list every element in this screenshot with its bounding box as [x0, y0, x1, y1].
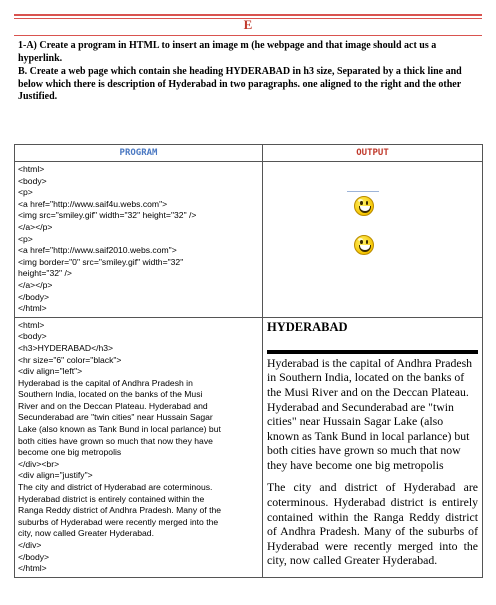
code-line: </html>: [18, 563, 47, 574]
code-line: Hyderabad district is entirely contained within the: [18, 493, 205, 504]
code-line: <img border="0" src="smiley.gif" width="32": [18, 256, 184, 267]
output-cell-1: [263, 162, 483, 318]
header-bottom-rule: [14, 35, 482, 36]
code-line: </body>: [18, 291, 50, 302]
code-line: The city and district of Hyderabad are coterminous.: [18, 482, 213, 493]
smiley-image-link-2[interactable]: [354, 235, 374, 255]
code-line: </a></p>: [18, 279, 53, 290]
output-images: [263, 162, 482, 298]
code-line: <img src="smiley.gif" width="32" height="32" />: [18, 210, 197, 221]
code-line: </a></p>: [18, 221, 53, 232]
code-line: <a href="http://www.saif2010.webs.com">: [18, 245, 177, 256]
code-line: </div>: [18, 540, 42, 550]
code-line: <html>: [18, 164, 45, 174]
thick-rule: [267, 350, 478, 354]
code-line: height="32" />: [18, 268, 72, 279]
code-line: Lake (also known as Tank Bund in local parlance) but: [18, 424, 221, 435]
question-a: 1-A) Create a program in HTML to insert an image m (he webpage and that image should act us a hyperlink.: [18, 40, 437, 64]
code-line: <p>: [18, 187, 33, 198]
code-line: <div align="justify">: [18, 470, 93, 481]
question-text: [18, 40, 482, 105]
paragraph-justified: The city and district of Hyderabad are coterminous. Hyderabad district is entirely contained within the Ranga Reddy district of Andhra Pradesh. Many of the suburbs of Hyderabad were recently merged into the city, now called Greater Hyderabad.: [267, 480, 478, 568]
code-line: </body>: [18, 551, 50, 562]
code-line: <body>: [18, 331, 47, 342]
code-line: become one big metropolis: [18, 447, 122, 458]
code-line: Hyderabad is the capital of Andhra Pradesh in: [18, 377, 193, 388]
code-line: both cities have grown so much that now they have: [18, 435, 213, 446]
code-line: <body>: [18, 175, 47, 186]
code-line: <h3>HYDERABAD</h3>: [18, 342, 114, 353]
code-line: city, now called Greater Hyderabad.: [18, 528, 154, 539]
code-line: </html>: [18, 303, 47, 314]
code-line: River and on the Deccan Plateau. Hyderabad and: [18, 400, 208, 411]
code-line: <p>: [18, 233, 33, 244]
code-block-1: [15, 162, 262, 317]
code-line: <html>: [18, 319, 45, 330]
output-cell-2: [263, 317, 483, 577]
code-line: </div><br>: [18, 458, 60, 469]
code-block-2: [15, 318, 262, 577]
hyderabad-output: [263, 318, 482, 568]
code-line: Secunderabad are "twin cities" near Hussain Sagar: [18, 412, 213, 423]
hyderabad-heading: HYDERABAD: [267, 319, 348, 334]
smiley-image-link-1[interactable]: [354, 196, 374, 216]
program-column-header: PROGRAM: [15, 145, 263, 162]
code-line: <hr size="6" color="black">: [18, 354, 122, 365]
question-b: B. Create a web page which contain she heading HYDERABAD in h3 size, Separated by a thick line and below which there is description of Hyderabad in two paragraphs. one aligned to the right and the other Justified.: [18, 66, 462, 102]
program-output-table: [14, 144, 483, 578]
code-line: suburbs of Hyderabad were recently merged into the: [18, 516, 219, 527]
code-line: <div align="left">: [18, 366, 83, 377]
code-line: Ranga Reddy district of Andhra Pradesh. Many of the: [18, 505, 222, 516]
code-line: Southern India, located on the banks of the Musi: [18, 389, 203, 400]
code-line: <a href="http://www.saif4u.webs.com">: [18, 198, 168, 209]
section-letter: E: [243, 17, 253, 32]
paragraph-left: Hyderabad is the capital of Andhra Pradesh in Southern India, located on the banks of the Musi River and on the Deccan Plateau. Hyderabad and Secunderabad are "twin cities" near Hussain Sagar Lake (also known as Tank Bund in local parlance) but both cities have grown so much that now they have become one big metropolis: [267, 355, 473, 472]
output-column-header: OUTPUT: [263, 145, 483, 162]
link-underline: [347, 191, 379, 192]
program-cell-1: [15, 162, 263, 318]
top-rule: [14, 14, 482, 16]
program-cell-2: [15, 317, 263, 577]
